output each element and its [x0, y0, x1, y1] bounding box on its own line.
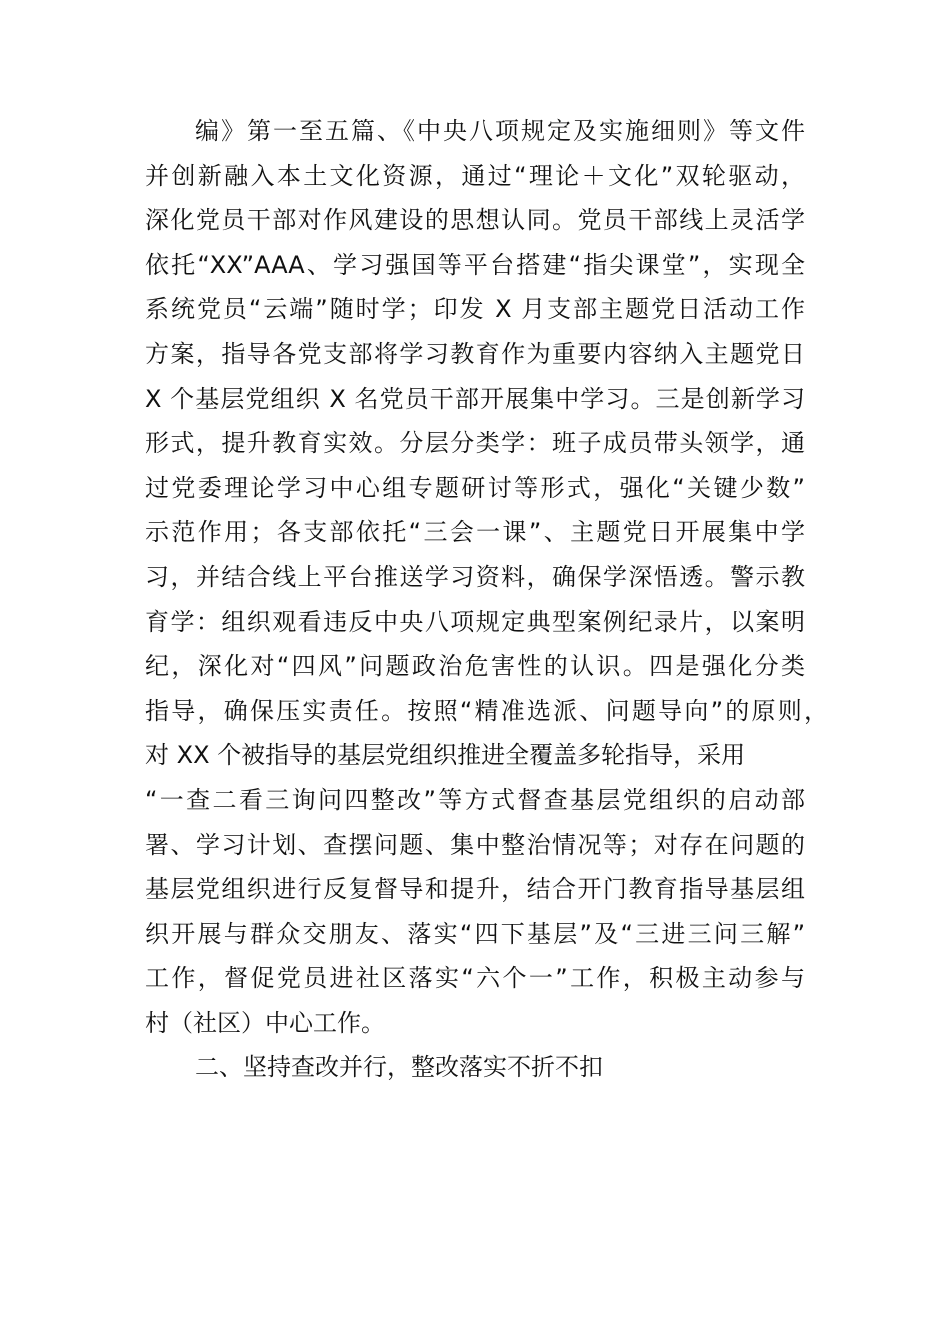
- text-line: 形式，提升教育实效。分层分类学：班子成员带头领学，通: [145, 429, 805, 458]
- text-line: 并创新融入本土文化资源，通过“理论＋文化”双轮驱动，: [145, 161, 805, 190]
- text-line: 村（社区）中心工作。: [145, 1008, 385, 1037]
- text-line: “一查二看三询问四整改”等方式督查基层党组织的启动部: [145, 785, 805, 814]
- text-line: 依托“XX”AAA、学习强国等平台搭建“指尖课堂”，实现全: [145, 250, 805, 279]
- text-line: 工作，督促党员进社区落实“六个一”工作，积极主动参与: [145, 964, 805, 993]
- text-line: 过党委理论学习中心组专题研讨等形式，强化“关键少数”: [145, 473, 805, 502]
- text-line: 示范作用；各支部依托“三会一课”、主题党日开展集中学: [145, 518, 805, 547]
- text-line: X 个基层党组织 X 名党员干部开展集中学习。三是创新学习: [145, 384, 805, 413]
- body-text: [145, 109, 835, 1090]
- text-line: 基层党组织进行反复督导和提升，结合开门教育指导基层组: [145, 875, 805, 904]
- text-line: 编》第一至五篇、《中央八项规定及实施细则》等文件: [195, 117, 805, 145]
- text-line: 纪，深化对“四风”问题政治危害性的认识。四是强化分类: [145, 652, 805, 681]
- text-line: 系统党员“云端”随时学；印发 X 月支部主题党日活动工作: [145, 295, 805, 324]
- text-line: 方案，指导各党支部将学习教育作为重要内容纳入主题党日: [145, 339, 805, 368]
- text-line: 织开展与群众交朋友、落实“四下基层”及“三进三问三解”: [145, 919, 805, 948]
- text-line: 署、学习计划、查摆问题、集中整治情况等；对存在问题的: [145, 830, 805, 859]
- text-line: 对 XX 个被指导的基层党组织推进全覆盖多轮指导，采用: [145, 741, 746, 770]
- text-line: 指导，确保压实责任。按照“精准选派、问题导向”的原则，: [145, 696, 828, 725]
- text-line: 深化党员干部对作风建设的思想认同。党员干部线上灵活学: [145, 206, 805, 235]
- text-line: 习，并结合线上平台推送学习资料，确保学深悟透。警示教: [145, 562, 805, 591]
- section-heading: 二、坚持查改并行，整改落实不折不扣: [195, 1053, 603, 1082]
- text-line: 育学：组织观看违反中央八项规定典型案例纪录片，以案明: [145, 607, 805, 636]
